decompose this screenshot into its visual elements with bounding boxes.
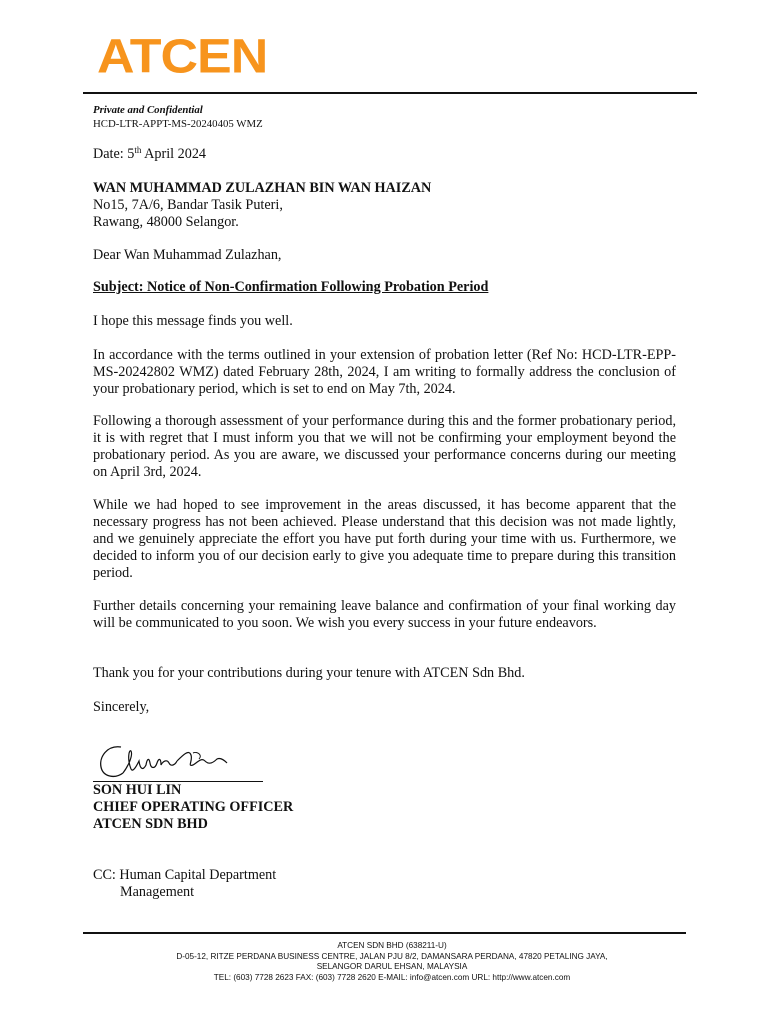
paragraph-improvement: While we had hoped to see improvement in the areas discussed, it has become apparent that the necessary progress has not been achieved. Please understand that this decision was not made lightly, and we genuinely appreciate the effort you have put forth during your time with us. Furthermore, we decided to inform you of our decision early to give you adequate time to prepare during this transition period. xyxy=(93,497,676,581)
date-month-year: April 2024 xyxy=(141,146,207,162)
cc-line2: Management xyxy=(120,884,195,900)
paragraph-thanks: Thank you for your contributions during your tenure with ATCEN Sdn Bhd. xyxy=(93,665,525,681)
signer-company: ATCEN SDN BHD xyxy=(93,816,208,832)
confidential-label: Private and Confidential xyxy=(93,104,203,116)
cc-block xyxy=(93,867,276,901)
date-day: Date: 5 xyxy=(93,146,135,162)
subject-text: Subject: Notice of Non-Confirmation Following Probation Period xyxy=(93,279,489,295)
date-suffix: th xyxy=(134,145,142,155)
signature-image xyxy=(93,735,273,785)
footer-address1: D-05-12, RITZE PERDANA BUSINESS CENTRE, JALAN PJU 8/2, DAMANSARA PERDANA, 47820 PETALING JAYA, xyxy=(176,951,608,961)
salutation: Dear Wan Muhammad Zulazhan, xyxy=(93,247,282,263)
subject-line xyxy=(93,279,676,296)
signer-block xyxy=(93,782,293,833)
letter-date xyxy=(93,146,676,163)
recipient-address-line1: No15, 7A/6, Bandar Tasik Puteri, xyxy=(93,197,283,213)
footer-divider xyxy=(83,932,686,934)
recipient-address-line2: Rawang, 48000 Selangor. xyxy=(93,214,239,230)
paragraph-assessment: Following a thorough assessment of your performance during this and the former probationary period, it is with regret that I must inform you that we will not be confirming your employment beyond the probationary period. As you are aware, we discussed your performance concerns during our meeting on April 3rd, 2024. xyxy=(93,413,676,480)
paragraph-accordance: In accordance with the terms outlined in your extension of probation letter (Ref No: HCD-LTR-EPP-MS-20242802 WMZ) dated February 28th, 2024, I am writing to formally address the conclusion of your probationary period, which is set to end on May 7th, 2024. xyxy=(93,347,676,397)
signer-title: CHIEF OPERATING OFFICER xyxy=(93,799,294,815)
footer xyxy=(132,941,652,983)
recipient-name: WAN MUHAMMAD ZULAZHAN BIN WAN HAIZAN xyxy=(93,180,432,196)
header-divider xyxy=(83,92,697,94)
signer-name: SON HUI LIN xyxy=(93,782,182,798)
closing: Sincerely, xyxy=(93,699,150,715)
company-logo: ATCEN xyxy=(97,30,268,84)
cc-line1: CC: Human Capital Department xyxy=(93,867,277,883)
reference-number: HCD-LTR-APPT-MS-20240405 WMZ xyxy=(93,118,263,130)
footer-contact: TEL: (603) 7728 2623 FAX: (603) 7728 2620 E-MAIL: info@atcen.com URL: http://www.atcen.com xyxy=(213,972,571,982)
footer-address2: SELANGOR DARUL EHSAN, MALAYSIA xyxy=(316,962,468,971)
paragraph-further-details: Further details concerning your remaining leave balance and confirmation of your final working day will be communicated to you soon. We wish you every success in your future endeavors. xyxy=(93,598,676,631)
footer-company: ATCEN SDN BHD (638211-U) xyxy=(337,941,447,950)
paragraph-greeting: I hope this message finds you well. xyxy=(93,313,293,329)
